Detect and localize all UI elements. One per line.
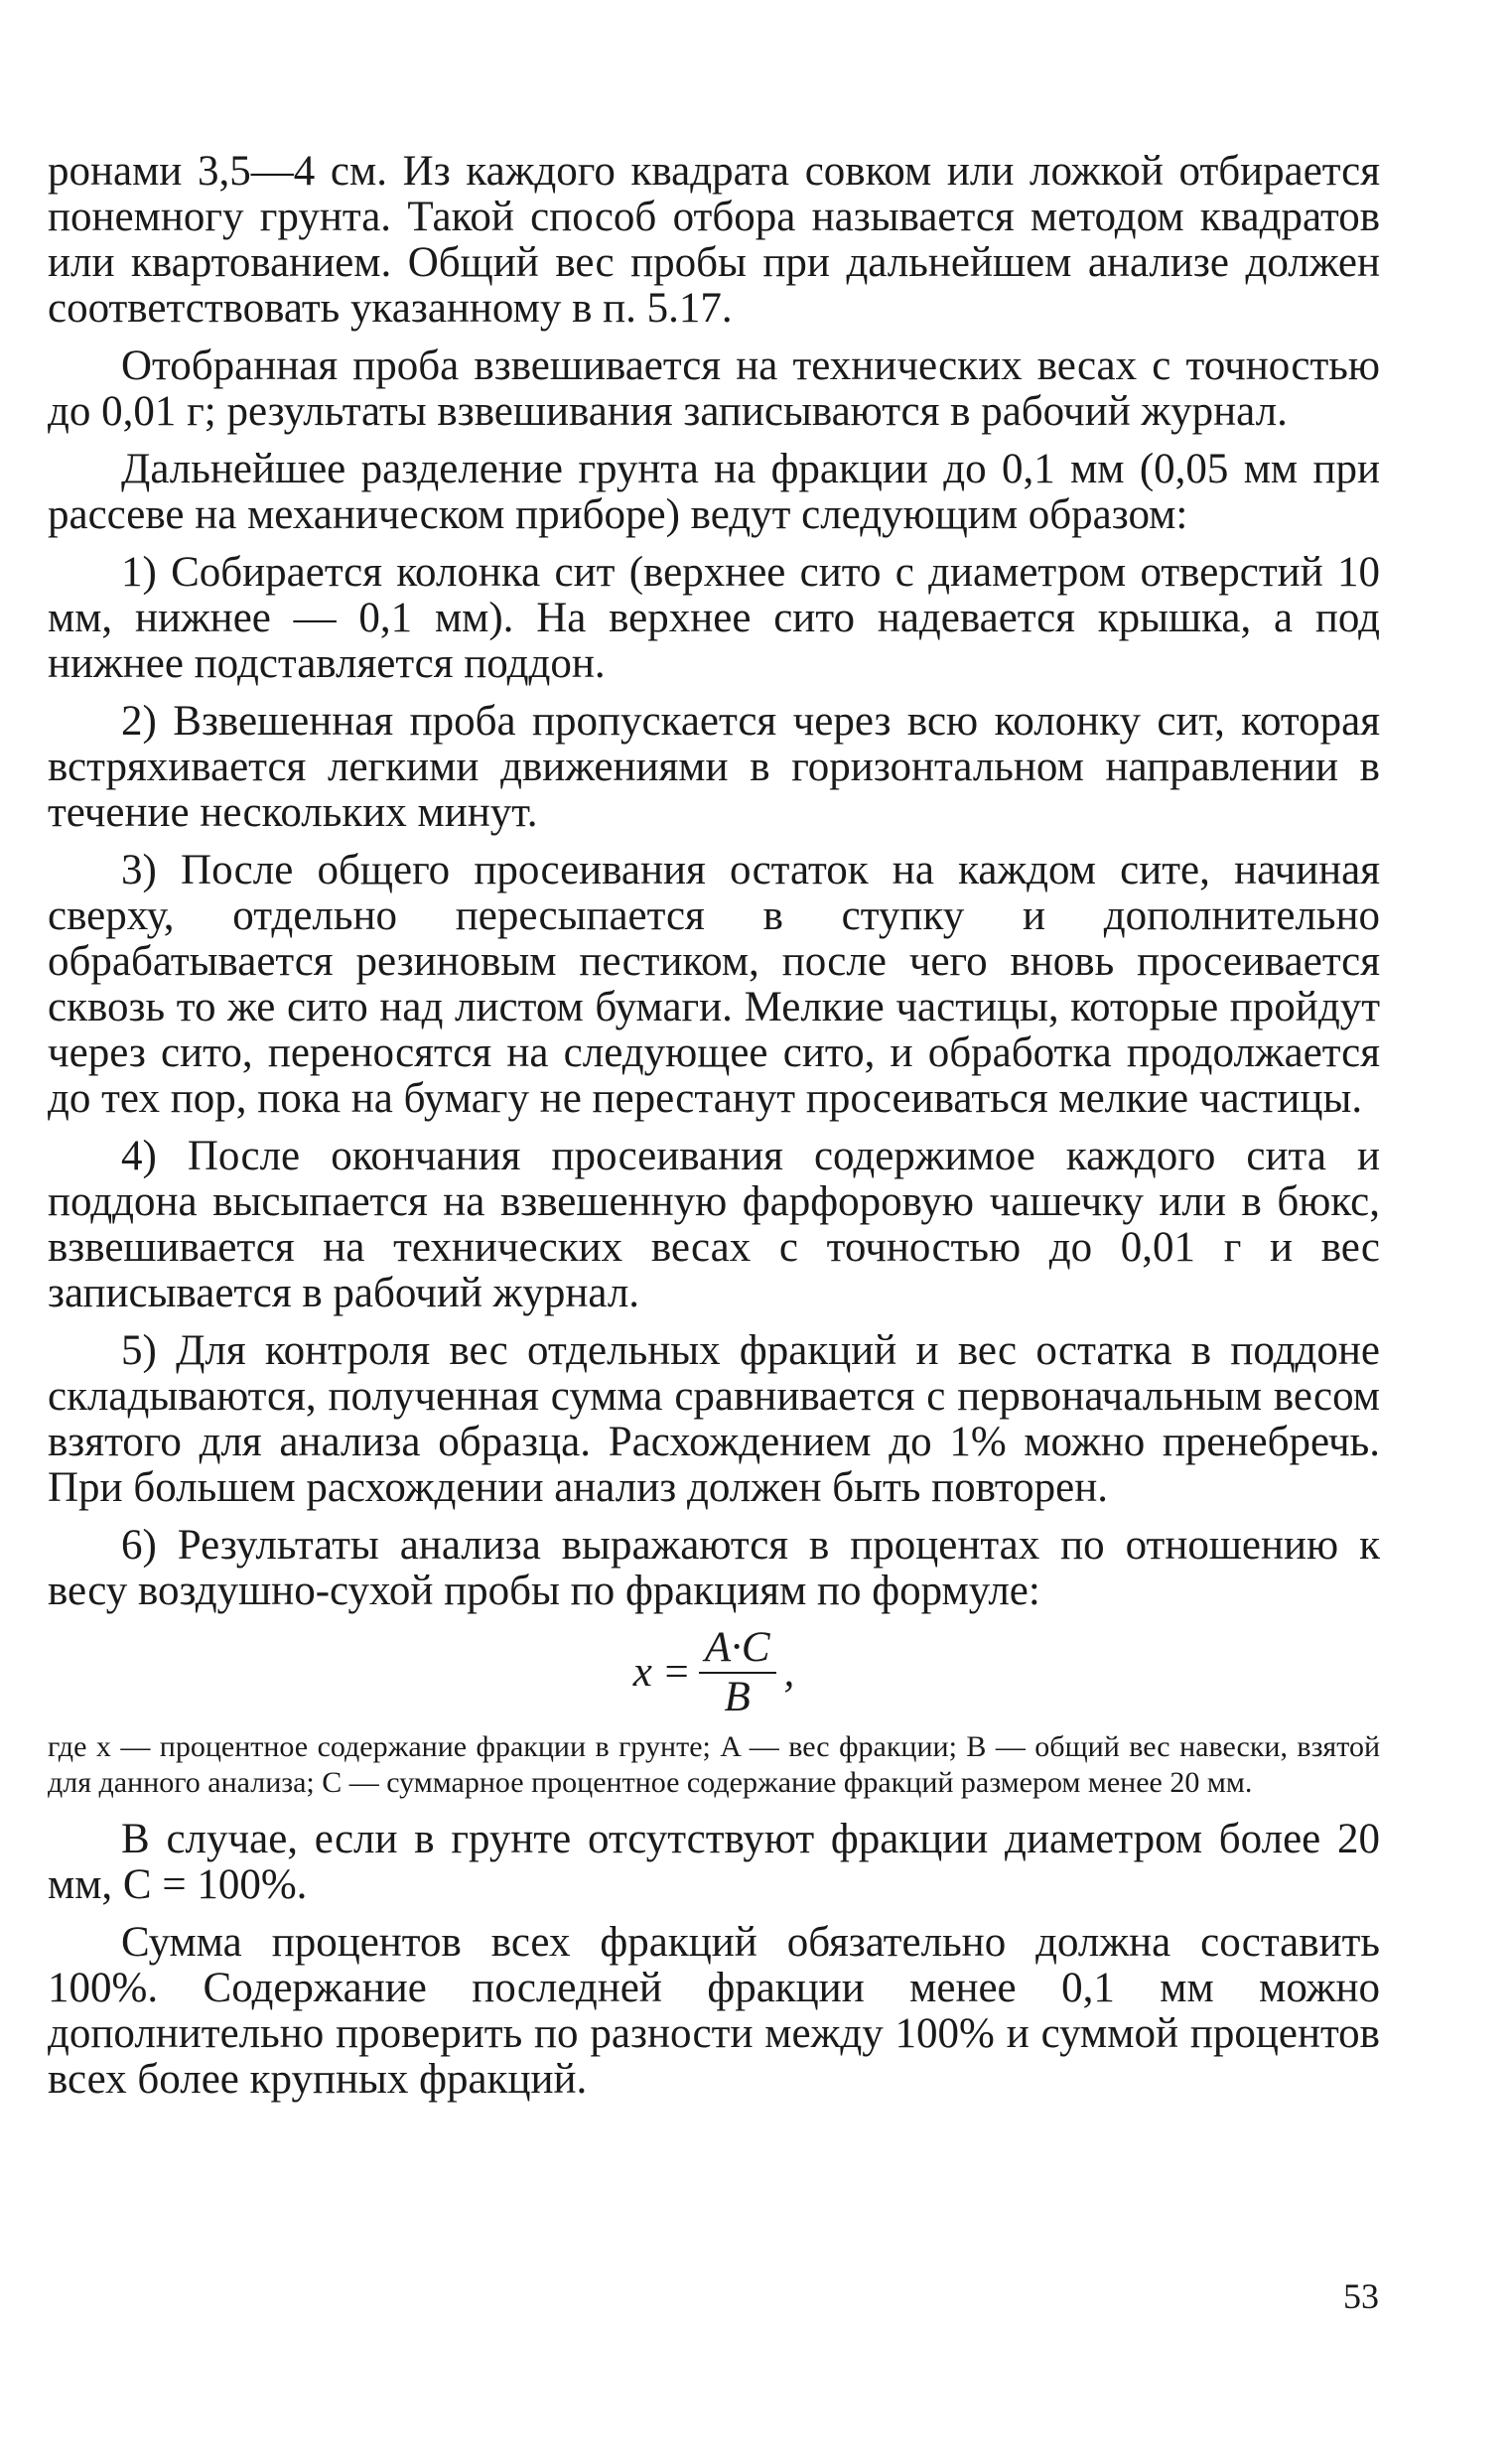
paragraph: 5) Для контроля вес отдельных фракций и вес остатка в поддоне складываются, полученная сумма сравнивается с первоначальным весом взятого для анализа образца. Расхождением до 1% можно пренебречь. При большем расхождении анализ должен быть повторен.: [48, 1327, 1380, 1511]
formula-equals: =: [661, 1649, 691, 1696]
page-body: [48, 149, 1380, 2115]
paragraph: Отобранная проба взвешивается на технических весах с точностью до 0,01 г; результаты взвешивания записываются в рабочий журнал.: [48, 342, 1380, 435]
paragraph: 6) Результаты анализа выражаются в процентах по отношению к весу воздушно-сухой пробы по фракциям по формуле:: [48, 1522, 1380, 1614]
paragraph: В случае, если в грунте отсутствуют фракции диаметром более 20 мм, C = 100%.: [48, 1816, 1380, 1908]
formula-numerator: A·C: [699, 1626, 776, 1674]
formula-trailing: ,: [783, 1649, 795, 1696]
text-block-bottom: [48, 1817, 1380, 2103]
paragraph: 2) Взвешенная проба пропускается через всю колонку сит, которая встряхивается легкими движениями в горизонтальном направлении в течение нескольких минут.: [48, 698, 1380, 836]
paragraph: 4) После окончания просеивания содержимое каждого сита и поддона высыпается на взвешенную фарфоровую чашечку или в бюкс, взвешивается на технических весах с точностью до 0,01 г и вес записывается в рабочий журнал.: [48, 1133, 1380, 1316]
formula-fraction: [699, 1626, 776, 1719]
page-number: 53: [1343, 2276, 1379, 2316]
paragraph: 3) После общего просеивания остаток на каждом сите, начиная сверху, отдельно пересыпается в ступку и дополнительно обрабатывается резиновым пестиком, после чего вновь просеивается сквозь то же сито над листом бумаги. Мелкие частицы, которые пройдут через сито, переносятся на следующее сито, и обработка продолжается до тех пор, пока на бумагу не перестанут просеиваться мелкие частицы.: [48, 847, 1380, 1122]
formula-denominator: B: [724, 1674, 751, 1720]
formula: [48, 1626, 1380, 1719]
formula-lhs: x: [632, 1649, 652, 1696]
paragraph: ронами 3,5—4 см. Из каждого квадрата совком или ложкой отбирается понемногу грунта. Такой способ отбора называется методом квадратов или квартованием. Общий вес пробы при дальнейшем анализе должен соответствовать указанному в п. 5.17.: [48, 148, 1380, 332]
paragraph: 1) Собирается колонка сит (верхнее сито с диаметром отверстий 10 мм, нижнее — 0,1 мм). На верхнее сито надевается крышка, а под нижнее подставляется поддон.: [48, 549, 1380, 687]
paragraph: Сумма процентов всех фракций обязательно должна составить 100%. Содержание последней фракции менее 0,1 мм можно дополнительно проверить по разности между 100% и суммой процентов всех более крупных фракций.: [48, 1919, 1380, 2103]
text-block-top: [48, 149, 1380, 1614]
paragraph: Дальнейшее разделение грунта на фракции до 0,1 мм (0,05 мм при рассеве на механическом приборе) ведут следующим образом:: [48, 446, 1380, 538]
formula-legend: где x — процентное содержание фракции в грунте; A — вес фракции; B — общий вес навески, взятой для данного анализа; C — суммарное процентное содержание фракций размером менее 20 мм.: [48, 1730, 1380, 1799]
